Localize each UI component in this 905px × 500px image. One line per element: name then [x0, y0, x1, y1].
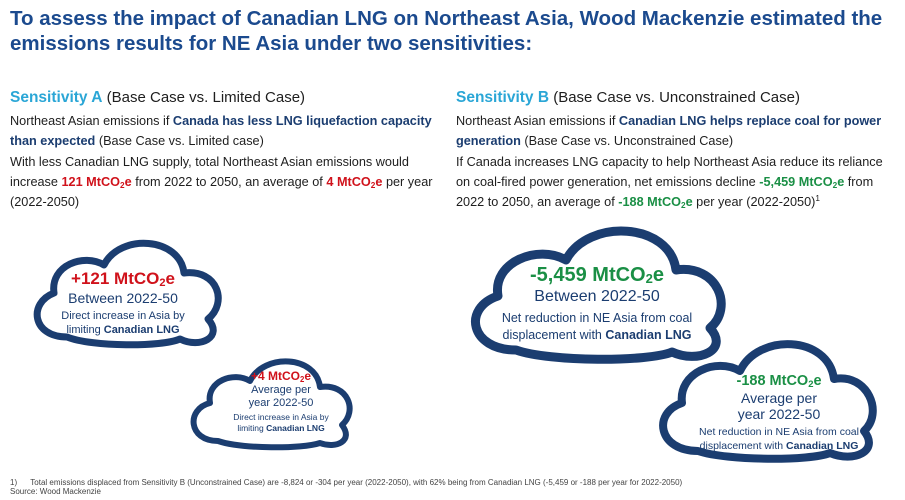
- text-span: (Base Case vs. Unconstrained Case): [520, 134, 734, 148]
- highlight-text: Canadian LNG: [103, 324, 180, 336]
- cloud-a-total-value: [12, 269, 234, 289]
- subscript: 2: [645, 271, 653, 286]
- cloud-b-annual-desc2: [666, 439, 892, 453]
- footer: [10, 478, 682, 496]
- cloud-a-annual-period2: year 2022-50: [248, 397, 314, 409]
- cloud-a-total-desc2: [12, 323, 234, 337]
- sensitivity-b-section: [456, 88, 896, 213]
- sensitivity-a-case: (Base Case vs. Limited Case): [106, 89, 306, 106]
- text-span: limiting: [66, 324, 104, 336]
- cloud-b-annual: [640, 325, 892, 470]
- sensitivity-a-heading: [10, 88, 435, 108]
- value-text: e: [124, 175, 132, 189]
- sensitivity-a-section: [10, 88, 435, 213]
- value-text: e: [813, 373, 822, 389]
- sensitivity-a-name: Sensitivity A: [10, 89, 103, 106]
- cloud-a-annual-desc2: [198, 423, 364, 434]
- text-span: displacement with: [699, 440, 787, 452]
- cloud-a-annual-period1: Average per: [251, 384, 311, 396]
- sensitivity-a-annual-value: [326, 175, 382, 189]
- cloud-b-annual-value: [666, 373, 892, 390]
- text-span: With less Canadian LNG supply, total Northeast Asian emissions would increase: [10, 155, 409, 189]
- subscript: 2: [120, 181, 125, 190]
- cloud-a-annual: [178, 345, 364, 457]
- cloud-a-annual-desc: Direct increase in Asia by: [233, 412, 329, 422]
- sensitivity-b-definition: [456, 111, 896, 151]
- subscript: 2: [808, 378, 814, 389]
- cloud-a-total-desc: Direct increase in Asia by: [61, 310, 185, 322]
- text-span: If Canada increases LNG capacity to help Northeast Asia reduce its reliance on coal-fired power generation, net emissions decline: [456, 155, 883, 189]
- value-text: e: [165, 269, 175, 288]
- cloud-b-annual-desc: Net reduction in NE Asia from coal: [699, 426, 859, 438]
- sensitivity-b-annual-value: [618, 195, 692, 209]
- text-span: Northeast Asian emissions if: [10, 114, 173, 128]
- value-text: -188 MtCO: [618, 195, 681, 209]
- cloud-b-annual-period2: year 2022-50: [737, 406, 821, 422]
- sensitivity-b-result: [456, 152, 896, 212]
- value-text: e: [304, 369, 312, 383]
- text-span: Northeast Asian emissions if: [456, 114, 619, 128]
- cloud-b-total-value: [448, 264, 746, 287]
- sensitivity-b-name: Sensitivity B: [456, 89, 550, 106]
- text-span: (Base Case vs. Limited case): [95, 134, 264, 148]
- value-text: +4 MtCO: [250, 369, 300, 383]
- footnote: 1) Total emissions displaced from Sensitivity B (Unconstrained Case) are -8,824 or -304 per year (2022-2050), with 62% being from Canadian LNG (-5,459 or -188 per year for 2022-2050): [10, 478, 683, 487]
- subscript: 2: [159, 277, 166, 289]
- value-text: -188 MtCO: [736, 373, 809, 389]
- value-text: 121 MtCO: [61, 175, 121, 189]
- sensitivity-b-heading: [456, 88, 896, 108]
- source: Source: Wood Mackenzie: [10, 487, 102, 496]
- cloud-a-annual-content: [198, 369, 364, 434]
- highlight-text: Canadian LNG: [786, 440, 859, 452]
- cloud-b-annual-content: [666, 373, 892, 453]
- value-text: -5,459 MtCO: [530, 264, 646, 286]
- text-span: from 2022 to 2050, an average of: [456, 175, 874, 209]
- subscript: 2: [370, 181, 376, 190]
- footnote-ref: 1: [815, 193, 820, 203]
- value-text: e: [837, 175, 845, 189]
- cloud-b-annual-period1: Average per: [740, 390, 817, 406]
- sensitivity-a-definition: [10, 111, 435, 151]
- cloud-a-annual-value: [198, 369, 364, 384]
- cloud-a-total: [12, 225, 234, 357]
- value-text: e: [685, 195, 693, 209]
- cloud-a-total-content: [12, 269, 234, 337]
- subscript: 2: [832, 181, 838, 190]
- text-span: displacement with: [502, 328, 606, 342]
- text-span: from 2022 to 2050, an average of: [131, 175, 327, 189]
- highlight-text: Canadian LNG: [266, 423, 325, 433]
- sensitivity-a-total-value: [61, 175, 131, 189]
- highlight-text: Canada has less LNG liquefaction capacity than expected: [10, 114, 432, 148]
- value-text: e: [652, 264, 664, 286]
- cloud-a-total-period: Between 2022-50: [68, 290, 178, 306]
- value-text: +121 MtCO: [71, 269, 160, 288]
- highlight-text: Canadian LNG helps replace coal for power generation: [456, 114, 882, 148]
- sensitivity-a-result: [10, 152, 435, 212]
- highlight-text: Canadian LNG: [605, 328, 692, 342]
- text-span: limiting: [237, 423, 267, 433]
- value-text: 4 MtCO: [326, 175, 371, 189]
- text-span: per year (2022-2050): [692, 195, 816, 209]
- cloud-b-total-period: Between 2022-50: [534, 288, 660, 305]
- text-span: per year (2022-2050): [10, 175, 433, 209]
- cloud-b-total-desc: Net reduction in NE Asia from coal: [501, 311, 693, 325]
- sensitivity-b-case: (Base Case vs. Unconstrained Case): [553, 89, 800, 106]
- subscript: 2: [299, 375, 305, 384]
- page-title: To assess the impact of Canadian LNG on Northeast Asia, Wood Mackenzie estimated the emissions results for NE Asia under two sensitivities:: [10, 7, 883, 55]
- value-text: e: [375, 175, 383, 189]
- value-text: -5,459 MtCO: [759, 175, 833, 189]
- subscript: 2: [681, 201, 686, 210]
- sensitivity-b-total-value: [759, 175, 844, 189]
